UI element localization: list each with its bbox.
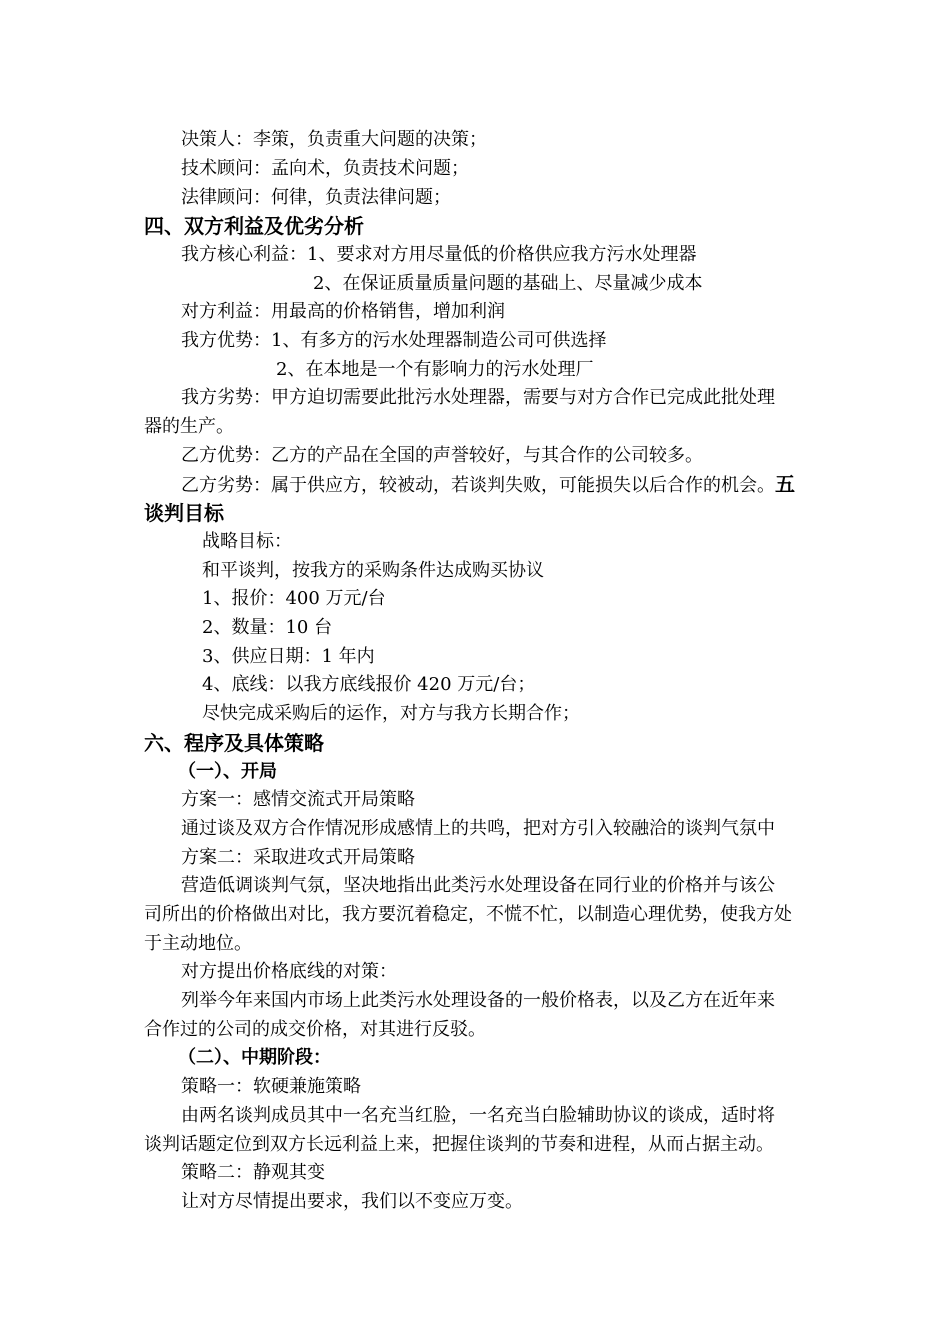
goal-quantity: 2、数量：10 台 [202,617,333,638]
legal-advisor-line: 法律顾问：何律，负责法律问题； [181,187,451,208]
tech-advisor-line: 技术顾问：孟向术，负责技术问题； [181,158,469,179]
their-interest: 对方利益：用最高的价格销售，增加利润 [181,301,505,322]
counter-strategy-title: 对方提出价格底线的对策： [181,961,397,982]
opening-plan1-desc: 通过谈及双方合作情况形成感情上的共鸣，把对方引入较融洽的谈判气氛中 [181,818,775,839]
middle-strategy1-line1: 由两名谈判成员其中一名充当红脸，一名充当白脸辅助协议的谈成，适时将 [181,1105,775,1126]
our-advantage-1: 我方优势：1、有多方的污水处理器制造公司可供选择 [181,330,607,351]
section5-heading-prefix: 五 [775,472,795,496]
party-b-advantage: 乙方优势：乙方的产品在全国的声誉较好，与其合作的公司较多。 [181,445,703,466]
middle-strategy1: 策略一：软硬兼施策略 [181,1076,361,1097]
our-disadvantage-line1: 我方劣势：甲方迫切需要此批污水处理器，需要与对方合作已完成此批处理 [181,387,775,408]
decision-maker-line: 决策人：李策，负责重大问题的决策； [181,129,487,150]
section6-heading: 六、程序及具体策略 [144,731,324,755]
opening-plan2: 方案二：采取进攻式开局策略 [181,847,415,868]
strategic-goal-label: 战略目标： [202,531,292,552]
our-advantage-2: 2、在本地是一个有影响力的污水处理厂 [276,359,594,380]
counter-strategy-line1: 列举今年来国内市场上此类污水处理设备的一般价格表，以及乙方在近年来 [181,990,775,1011]
opening-plan2-desc-line1: 营造低调谈判气氛，坚决地指出此类污水处理设备在同行业的价格并与该公 [181,875,775,896]
opening-plan2-desc-line2: 司所出的价格做出对比，我方要沉着稳定，不慌不忙，以制造心理优势，使我方处 [144,904,792,925]
goal-supply-date: 3、供应日期：1 年内 [202,646,375,667]
goal-bottom-line: 4、底线：以我方底线报价 420 万元/台； [202,674,536,695]
goal-followup: 尽快完成采购后的运作，对方与我方长期合作； [202,703,580,724]
section4-heading: 四、双方利益及优劣分析 [144,214,364,238]
middle-strategy1-line2: 谈判话题定位到双方长远利益上来，把握住谈判的节奏和进程，从而占据主动。 [144,1134,774,1155]
section5-heading: 谈判目标 [144,501,224,525]
party-b-disadvantage: 乙方劣势：属于供应方，较被动，若谈判失败，可能损失以后合作的机会。 [181,475,775,496]
party-b-disadvantage-line [181,470,795,498]
middle-strategy2: 策略二：静观其变 [181,1162,325,1183]
opening-plan2-desc-line3: 于主动地位。 [144,933,252,954]
opening-plan1: 方案一：感情交流式开局策略 [181,789,415,810]
middle-strategy2-line1: 让对方尽情提出要求，我们以不变应万变。 [181,1191,523,1212]
peaceful-negotiation: 和平谈判，按我方的采购条件达成购买协议 [202,560,544,581]
middle-stage-heading: （二）、中期阶段： [178,1047,331,1068]
our-core-interest-1: 我方核心利益：1、要求对方用尽量低的价格供应我方污水处理器 [181,244,697,265]
our-disadvantage-line2: 器的生产。 [144,416,234,437]
goal-price: 1、报价：400 万元/台 [202,588,386,609]
opening-heading: （一）、开局 [178,761,277,782]
our-core-interest-2: 2、在保证质量质量问题的基础上、尽量减少成本 [313,273,703,294]
counter-strategy-line2: 合作过的公司的成交价格，对其进行反驳。 [144,1019,486,1040]
